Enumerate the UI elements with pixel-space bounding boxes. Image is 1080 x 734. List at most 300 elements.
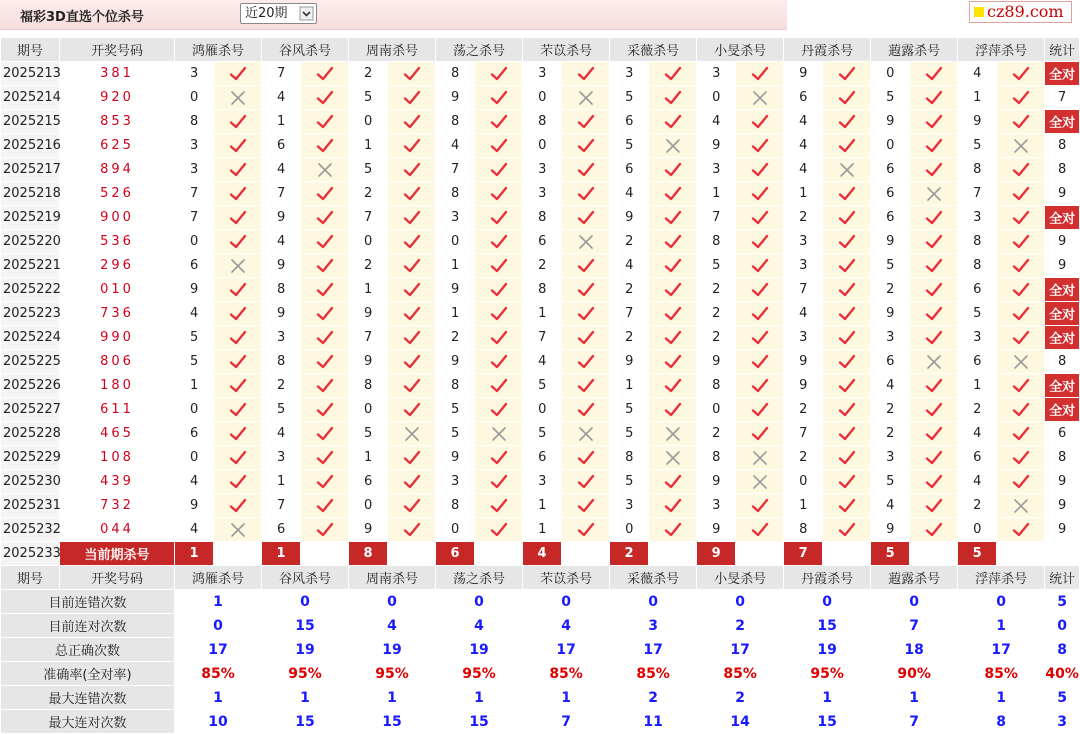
check-icon — [316, 474, 334, 490]
result-cell — [301, 278, 348, 301]
period-cell: 2025231 — [1, 494, 59, 517]
summary-value: 19 — [349, 638, 435, 661]
kill-number-cell: 5 — [175, 326, 213, 349]
kill-number-cell: 5 — [958, 134, 996, 157]
cross-icon — [664, 450, 682, 466]
summary-value: 0 — [610, 590, 696, 613]
current-kill-blank — [910, 542, 957, 565]
summary-value: 95% — [349, 662, 435, 685]
kill-number-cell: 0 — [349, 230, 387, 253]
check-icon — [1012, 402, 1030, 418]
kill-number-cell: 1 — [436, 302, 474, 325]
result-cell — [997, 206, 1044, 229]
check-icon — [577, 402, 595, 418]
result-cell — [214, 254, 261, 277]
result-cell — [562, 494, 609, 517]
draw-number-cell: 625 — [100, 138, 134, 153]
cross-icon — [316, 162, 334, 178]
result-cell — [910, 110, 957, 133]
check-icon — [577, 138, 595, 154]
kill-number-cell: 3 — [262, 326, 300, 349]
table-header-row — [1, 38, 1079, 61]
result-cell — [736, 446, 783, 469]
check-icon — [925, 138, 943, 154]
expert-header: 采薇杀号 — [610, 566, 696, 589]
check-icon — [403, 330, 421, 346]
check-icon — [1012, 114, 1030, 130]
result-cell — [910, 374, 957, 397]
check-icon — [577, 498, 595, 514]
check-icon — [925, 426, 943, 442]
check-icon — [925, 402, 943, 418]
yellow-square-icon — [974, 7, 984, 17]
result-cell — [997, 374, 1044, 397]
summary-value: 1 — [958, 686, 1044, 709]
check-icon — [403, 378, 421, 394]
check-icon — [403, 210, 421, 226]
period-cell: 2025229 — [1, 446, 59, 469]
period-cell: 2025224 — [1, 326, 59, 349]
current-period-row — [1, 542, 1079, 565]
kill-number-cell: 5 — [610, 86, 648, 109]
result-cell — [562, 182, 609, 205]
result-cell — [388, 398, 435, 421]
current-kill-number: 8 — [349, 542, 387, 565]
result-cell — [910, 206, 957, 229]
kill-number-cell: 8 — [436, 110, 474, 133]
result-cell — [823, 374, 870, 397]
check-icon — [751, 522, 769, 538]
summary-value: 0 — [175, 614, 261, 637]
summary-value: 15 — [784, 710, 870, 733]
kill-number-cell: 1 — [349, 278, 387, 301]
kill-number-cell: 0 — [175, 230, 213, 253]
summary-value: 95% — [784, 662, 870, 685]
result-cell — [214, 158, 261, 181]
summary-value: 14 — [697, 710, 783, 733]
check-icon — [1012, 234, 1030, 250]
kill-number-cell: 5 — [610, 134, 648, 157]
result-cell — [649, 350, 696, 373]
stat-cell: 9 — [1045, 230, 1079, 253]
current-kill-number: 2 — [610, 542, 648, 565]
kill-number-cell: 5 — [436, 398, 474, 421]
summary-stat-value: 3 — [1045, 710, 1079, 733]
result-cell — [910, 62, 957, 85]
check-icon — [925, 114, 943, 130]
check-icon — [751, 210, 769, 226]
kill-number-cell: 7 — [262, 494, 300, 517]
stat-cell: 9 — [1045, 182, 1079, 205]
period-cell: 2025215 — [1, 110, 59, 133]
check-icon — [1012, 522, 1030, 538]
check-icon — [925, 162, 943, 178]
result-cell — [214, 494, 261, 517]
table-row — [1, 86, 1079, 109]
kill-number-cell: 9 — [436, 278, 474, 301]
check-icon — [664, 66, 682, 82]
kill-number-cell: 6 — [523, 446, 561, 469]
summary-value: 15 — [436, 710, 522, 733]
all-correct-badge: 全对 — [1045, 326, 1079, 349]
check-icon — [838, 186, 856, 202]
result-cell — [736, 110, 783, 133]
result-cell — [475, 518, 522, 541]
expert-header: 荡之杀号 — [436, 38, 522, 61]
result-cell — [388, 518, 435, 541]
kill-number-cell: 7 — [262, 182, 300, 205]
stat-cell: 9 — [1045, 254, 1079, 277]
table-row — [1, 182, 1079, 205]
result-cell — [475, 86, 522, 109]
summary-stat-value: 8 — [1045, 638, 1079, 661]
result-cell — [649, 518, 696, 541]
check-icon — [316, 138, 334, 154]
result-cell — [736, 326, 783, 349]
summary-label: 最大连错次数 — [1, 686, 174, 709]
check-icon — [838, 306, 856, 322]
period-cell: 2025228 — [1, 422, 59, 445]
summary-value: 19 — [436, 638, 522, 661]
result-cell — [301, 326, 348, 349]
check-icon — [925, 90, 943, 106]
summary-stat-value: 5 — [1045, 590, 1079, 613]
summary-value: 95% — [436, 662, 522, 685]
summary-value: 1 — [262, 686, 348, 709]
check-icon — [838, 234, 856, 250]
all-correct-badge: 全对 — [1045, 302, 1079, 325]
kill-number-cell: 4 — [784, 158, 822, 181]
check-icon — [664, 402, 682, 418]
check-icon — [403, 306, 421, 322]
kill-number-cell: 9 — [349, 518, 387, 541]
kill-number-cell: 3 — [784, 254, 822, 277]
current-kill-blank — [562, 542, 609, 565]
draw-number-cell: 990 — [100, 330, 134, 345]
cross-icon — [577, 90, 595, 106]
result-cell — [214, 302, 261, 325]
stat-header: 统计 — [1045, 566, 1079, 589]
result-cell — [736, 62, 783, 85]
check-icon — [751, 258, 769, 274]
summary-value: 95% — [262, 662, 348, 685]
kill-number-cell: 7 — [784, 278, 822, 301]
kill-number-cell: 2 — [349, 62, 387, 85]
cross-icon — [751, 90, 769, 106]
kill-number-cell: 8 — [784, 518, 822, 541]
kill-number-cell: 8 — [262, 278, 300, 301]
expert-header: 芣苡杀号 — [523, 566, 609, 589]
result-cell — [823, 518, 870, 541]
check-icon — [577, 306, 595, 322]
kill-number-cell: 0 — [610, 518, 648, 541]
kill-number-cell: 3 — [784, 230, 822, 253]
kill-number-cell: 2 — [436, 326, 474, 349]
kill-number-cell: 1 — [784, 182, 822, 205]
kill-number-cell: 5 — [175, 350, 213, 373]
check-icon — [838, 474, 856, 490]
table-row — [1, 230, 1079, 253]
result-cell — [214, 230, 261, 253]
kill-number-cell: 8 — [349, 374, 387, 397]
draw-number-cell: 526 — [100, 186, 134, 201]
check-icon — [403, 234, 421, 250]
summary-value: 7 — [871, 710, 957, 733]
check-icon — [838, 426, 856, 442]
cross-icon — [1012, 354, 1030, 370]
check-icon — [229, 210, 247, 226]
summary-value: 15 — [349, 710, 435, 733]
result-cell — [388, 158, 435, 181]
check-icon — [925, 66, 943, 82]
result-cell — [997, 326, 1044, 349]
result-cell — [736, 302, 783, 325]
result-cell — [649, 62, 696, 85]
draw-number-cell: 732 — [100, 498, 134, 513]
result-cell — [997, 110, 1044, 133]
kill-number-cell: 4 — [175, 302, 213, 325]
kill-number-cell: 7 — [436, 158, 474, 181]
kill-number-cell: 9 — [436, 86, 474, 109]
current-kill-number: 1 — [175, 542, 213, 565]
result-cell — [736, 158, 783, 181]
result-cell — [562, 470, 609, 493]
result-cell — [475, 134, 522, 157]
result-cell — [997, 398, 1044, 421]
kill-number-cell: 8 — [958, 158, 996, 181]
result-cell — [214, 446, 261, 469]
cross-icon — [751, 474, 769, 490]
expert-header: 蕸露杀号 — [871, 38, 957, 61]
kill-number-cell: 9 — [262, 302, 300, 325]
kill-number-cell: 2 — [697, 278, 735, 301]
stat-cell: 9 — [1045, 494, 1079, 517]
result-cell — [823, 62, 870, 85]
result-cell — [649, 326, 696, 349]
result-cell — [997, 494, 1044, 517]
check-icon — [316, 66, 334, 82]
check-icon — [925, 234, 943, 250]
cross-icon — [664, 426, 682, 442]
check-icon — [751, 306, 769, 322]
check-icon — [490, 210, 508, 226]
kill-number-cell: 4 — [175, 518, 213, 541]
expert-header: 鸿雁杀号 — [175, 38, 261, 61]
result-cell — [997, 518, 1044, 541]
kill-number-cell: 4 — [958, 470, 996, 493]
current-kill-number: 5 — [958, 542, 996, 565]
summary-value: 4 — [523, 614, 609, 637]
result-cell — [736, 230, 783, 253]
result-cell — [910, 518, 957, 541]
expert-header: 谷风杀号 — [262, 566, 348, 589]
kill-number-cell: 0 — [349, 110, 387, 133]
result-cell — [388, 230, 435, 253]
period-header: 期号 — [1, 566, 59, 589]
site-logo[interactable] — [969, 1, 1072, 23]
result-cell — [997, 86, 1044, 109]
current-kill-blank — [475, 542, 522, 565]
check-icon — [577, 474, 595, 490]
kill-number-cell: 7 — [262, 62, 300, 85]
result-cell — [562, 110, 609, 133]
result-cell — [562, 86, 609, 109]
check-icon — [751, 66, 769, 82]
summary-row — [1, 638, 1079, 661]
result-cell — [823, 134, 870, 157]
chevron-down-icon — [300, 7, 313, 20]
kill-number-cell: 3 — [436, 470, 474, 493]
result-cell — [475, 110, 522, 133]
draw-number-cell: 381 — [100, 66, 134, 81]
check-icon — [664, 234, 682, 250]
kill-number-cell: 0 — [784, 470, 822, 493]
result-cell — [910, 422, 957, 445]
summary-row — [1, 686, 1079, 709]
result-cell — [562, 446, 609, 469]
result-cell — [388, 374, 435, 397]
kill-number-cell: 4 — [697, 110, 735, 133]
kill-number-cell: 9 — [871, 110, 909, 133]
check-icon — [229, 66, 247, 82]
table-row — [1, 374, 1079, 397]
result-cell — [736, 398, 783, 421]
check-icon — [577, 330, 595, 346]
table-row — [1, 278, 1079, 301]
check-icon — [490, 306, 508, 322]
stat-cell: 8 — [1045, 134, 1079, 157]
kill-number-cell: 6 — [958, 446, 996, 469]
range-select[interactable] — [240, 3, 317, 24]
result-cell — [475, 398, 522, 421]
check-icon — [490, 258, 508, 274]
cross-icon — [403, 426, 421, 442]
kill-number-cell: 1 — [262, 470, 300, 493]
cross-icon — [577, 426, 595, 442]
period-cell: 2025232 — [1, 518, 59, 541]
check-icon — [751, 138, 769, 154]
result-cell — [301, 230, 348, 253]
expert-header: 芣苡杀号 — [523, 38, 609, 61]
kill-number-cell: 2 — [610, 326, 648, 349]
result-cell — [736, 182, 783, 205]
result-cell — [649, 302, 696, 325]
result-cell — [475, 446, 522, 469]
check-icon — [229, 186, 247, 202]
table-row — [1, 254, 1079, 277]
result-cell — [649, 230, 696, 253]
kill-number-cell: 8 — [436, 374, 474, 397]
table-row — [1, 446, 1079, 469]
check-icon — [316, 234, 334, 250]
kill-number-cell: 6 — [871, 158, 909, 181]
cross-icon — [925, 354, 943, 370]
expert-header: 丹霞杀号 — [784, 566, 870, 589]
table-row — [1, 206, 1079, 229]
current-kill-blank — [997, 542, 1044, 565]
result-cell — [997, 470, 1044, 493]
kill-number-cell: 5 — [436, 422, 474, 445]
summary-value: 1 — [958, 614, 1044, 637]
check-icon — [1012, 306, 1030, 322]
result-cell — [823, 254, 870, 277]
check-icon — [229, 306, 247, 322]
result-cell — [562, 398, 609, 421]
draw-number-cell: 853 — [100, 114, 134, 129]
check-icon — [316, 282, 334, 298]
kill-number-cell: 6 — [958, 278, 996, 301]
kill-number-cell: 3 — [958, 326, 996, 349]
kill-number-cell: 0 — [523, 86, 561, 109]
summary-value: 1 — [349, 686, 435, 709]
result-cell — [910, 254, 957, 277]
result-cell — [649, 422, 696, 445]
kill-number-cell: 5 — [523, 422, 561, 445]
result-cell — [475, 374, 522, 397]
table-row — [1, 62, 1079, 85]
result-cell — [475, 158, 522, 181]
check-icon — [1012, 330, 1030, 346]
range-select-value: 近20期 — [245, 6, 288, 21]
kill-number-table — [0, 37, 1080, 734]
result-cell — [388, 302, 435, 325]
result-cell — [562, 206, 609, 229]
kill-number-cell: 2 — [697, 302, 735, 325]
kill-number-cell: 3 — [697, 494, 735, 517]
kill-number-cell: 1 — [523, 302, 561, 325]
summary-value: 0 — [523, 590, 609, 613]
result-cell — [388, 326, 435, 349]
kill-number-cell: 9 — [784, 350, 822, 373]
all-correct-badge: 全对 — [1045, 62, 1079, 85]
kill-number-cell: 2 — [523, 254, 561, 277]
kill-number-cell: 2 — [610, 230, 648, 253]
check-icon — [403, 402, 421, 418]
result-cell — [475, 326, 522, 349]
kill-number-cell: 0 — [523, 134, 561, 157]
summary-value: 85% — [958, 662, 1044, 685]
cross-icon — [229, 90, 247, 106]
result-cell — [910, 86, 957, 109]
result-cell — [736, 422, 783, 445]
check-icon — [577, 282, 595, 298]
check-icon — [925, 258, 943, 274]
summary-value: 90% — [871, 662, 957, 685]
result-cell — [997, 302, 1044, 325]
summary-value: 10 — [175, 710, 261, 733]
result-cell — [301, 86, 348, 109]
kill-number-cell: 0 — [871, 62, 909, 85]
summary-value: 3 — [610, 614, 696, 637]
result-cell — [649, 278, 696, 301]
all-correct-badge: 全对 — [1045, 398, 1079, 421]
kill-number-cell: 7 — [349, 326, 387, 349]
kill-number-cell: 3 — [175, 62, 213, 85]
summary-value: 17 — [697, 638, 783, 661]
summary-value: 17 — [175, 638, 261, 661]
result-cell — [562, 326, 609, 349]
kill-number-cell: 8 — [958, 230, 996, 253]
summary-value: 1 — [784, 686, 870, 709]
kill-number-cell: 9 — [262, 254, 300, 277]
summary-value: 7 — [523, 710, 609, 733]
check-icon — [925, 282, 943, 298]
kill-number-cell: 3 — [262, 446, 300, 469]
check-icon — [577, 378, 595, 394]
summary-row — [1, 662, 1079, 685]
kill-number-cell: 7 — [175, 182, 213, 205]
kill-number-cell: 1 — [436, 254, 474, 277]
